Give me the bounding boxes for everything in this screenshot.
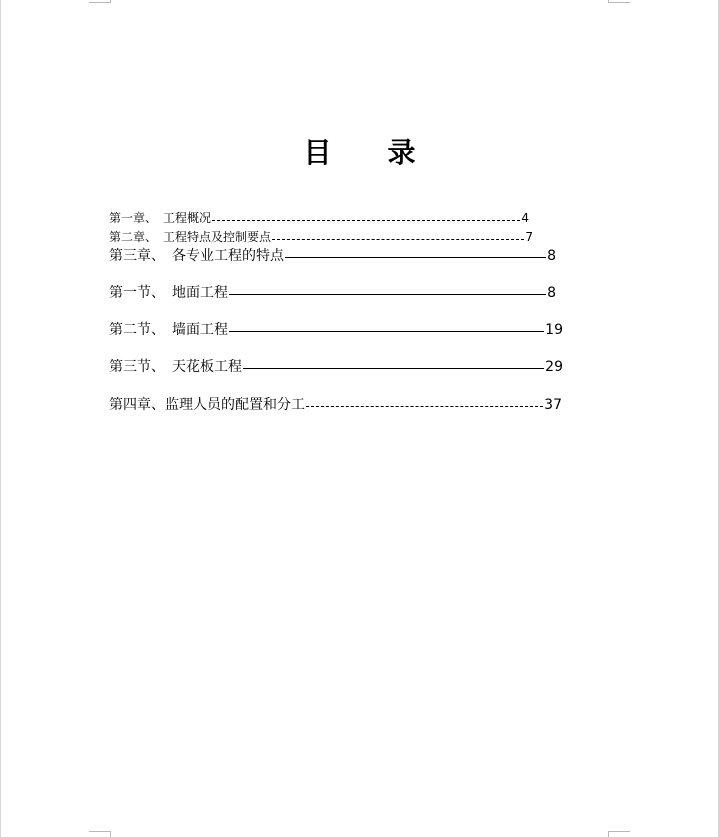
toc-entry-label: 第三节、 天花板工程 <box>109 359 242 375</box>
toc-title: 目 录 <box>303 136 416 169</box>
toc-leader-line <box>243 368 544 369</box>
crop-mark-bottom-right-vertical <box>608 831 609 837</box>
toc-leader-dots <box>306 406 543 407</box>
crop-mark-top-right-vertical <box>608 0 609 3</box>
page-left-edge <box>0 0 1 837</box>
crop-mark-bottom-right <box>608 831 630 832</box>
toc-entry-label: 第四章、监理人员的配置和分工 <box>109 397 305 413</box>
toc-leader-line <box>229 331 544 332</box>
crop-mark-bottom-left <box>89 831 110 832</box>
toc-leader-dots <box>272 239 524 240</box>
toc-entry-chapter-1[interactable] <box>109 210 529 226</box>
toc-page-number: 19 <box>545 322 563 338</box>
toc-entry-section-1[interactable] <box>109 284 556 302</box>
toc-entry-label: 第二节、 墙面工程 <box>109 322 228 338</box>
toc-page-number: 8 <box>547 285 556 301</box>
toc-leader-line <box>229 294 546 295</box>
toc-page-number: 29 <box>545 359 563 375</box>
toc-entry-label: 第二章、 工程特点及控制要点 <box>109 230 272 244</box>
toc-entry-chapter-3[interactable] <box>109 247 556 265</box>
toc-entry-label: 第一章、 工程概况 <box>109 211 212 225</box>
toc-entry-chapter-2[interactable] <box>109 229 533 245</box>
toc-leader-line <box>285 257 546 258</box>
toc-page-number: 8 <box>547 248 556 264</box>
toc-entry-label: 第三章、 各专业工程的特点 <box>109 248 284 264</box>
toc-page-number: 4 <box>521 211 529 225</box>
toc-leader-dots <box>212 220 520 221</box>
toc-entry-section-3[interactable] <box>109 358 563 376</box>
crop-mark-top-left <box>89 2 110 3</box>
crop-mark-top-left-vertical <box>110 0 111 3</box>
toc-page-number: 37 <box>544 397 562 413</box>
toc-entry-label: 第一节、 地面工程 <box>109 285 228 301</box>
toc-page-number: 7 <box>525 230 533 244</box>
toc-entry-section-2[interactable] <box>109 321 563 339</box>
toc-entry-chapter-4[interactable] <box>109 396 562 414</box>
crop-mark-top-right <box>608 2 630 3</box>
crop-mark-bottom-left-vertical <box>110 831 111 837</box>
